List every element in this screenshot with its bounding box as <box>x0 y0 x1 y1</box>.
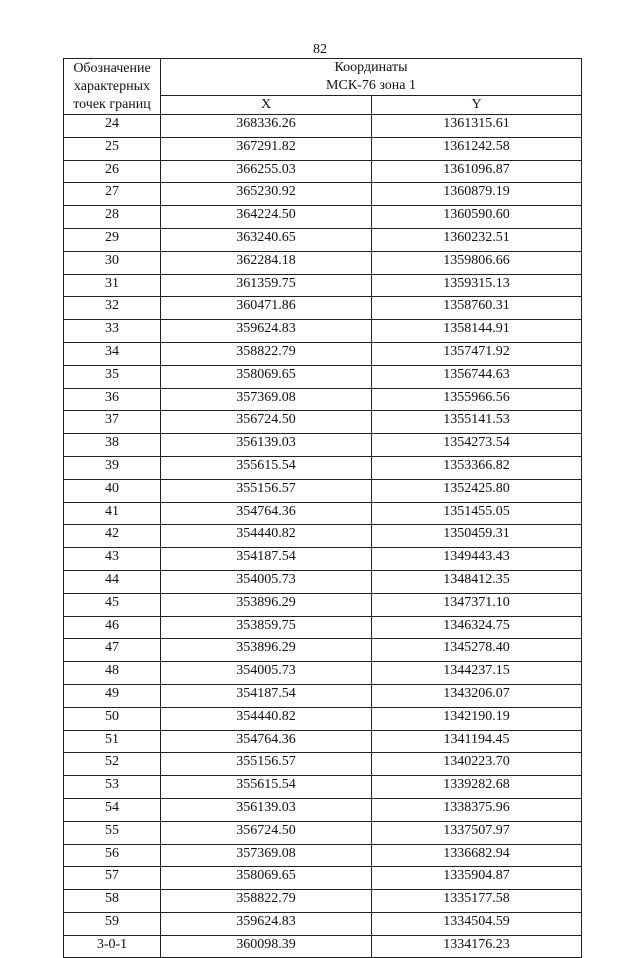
y-cell: 1356744.63 <box>372 365 582 388</box>
table-row <box>64 342 582 365</box>
y-cell: 1341194.45 <box>372 730 582 753</box>
point-cell: 3-0-1 <box>64 935 161 958</box>
y-cell: 1359315.13 <box>372 274 582 297</box>
y-cell: 1351455.05 <box>372 502 582 525</box>
point-cell: 59 <box>64 912 161 935</box>
x-cell: 361359.75 <box>161 274 372 297</box>
y-cell: 1361315.61 <box>372 115 582 138</box>
point-cell: 36 <box>64 388 161 411</box>
y-cell: 1348412.35 <box>372 570 582 593</box>
x-cell: 364224.50 <box>161 206 372 229</box>
table-row <box>64 570 582 593</box>
point-cell: 44 <box>64 570 161 593</box>
x-cell: 356724.50 <box>161 821 372 844</box>
x-cell: 363240.65 <box>161 228 372 251</box>
y-cell: 1350459.31 <box>372 525 582 548</box>
y-cell: 1345278.40 <box>372 639 582 662</box>
y-cell: 1354273.54 <box>372 434 582 457</box>
x-cell: 354440.82 <box>161 707 372 730</box>
point-cell: 43 <box>64 548 161 571</box>
table-row <box>64 776 582 799</box>
table-row <box>64 228 582 251</box>
point-cell: 54 <box>64 798 161 821</box>
point-cell: 37 <box>64 411 161 434</box>
table-row <box>64 912 582 935</box>
table-row <box>64 251 582 274</box>
y-cell: 1338375.96 <box>372 798 582 821</box>
point-column-header: Обозначение характерных точек границ <box>64 59 161 115</box>
point-cell: 30 <box>64 251 161 274</box>
x-cell: 354440.82 <box>161 525 372 548</box>
x-cell: 354764.36 <box>161 730 372 753</box>
point-cell: 26 <box>64 160 161 183</box>
x-cell: 354187.54 <box>161 684 372 707</box>
y-cell: 1349443.43 <box>372 548 582 571</box>
y-cell: 1337507.97 <box>372 821 582 844</box>
x-cell: 356724.50 <box>161 411 372 434</box>
point-cell: 40 <box>64 479 161 502</box>
point-cell: 27 <box>64 183 161 206</box>
point-cell: 39 <box>64 456 161 479</box>
x-cell: 353896.29 <box>161 639 372 662</box>
y-cell: 1355966.56 <box>372 388 582 411</box>
y-cell: 1336682.94 <box>372 844 582 867</box>
point-cell: 51 <box>64 730 161 753</box>
x-cell: 353859.75 <box>161 616 372 639</box>
x-cell: 355156.57 <box>161 753 372 776</box>
point-cell: 46 <box>64 616 161 639</box>
point-cell: 24 <box>64 115 161 138</box>
x-cell: 356139.03 <box>161 798 372 821</box>
x-cell: 356139.03 <box>161 434 372 457</box>
x-cell: 362284.18 <box>161 251 372 274</box>
point-cell: 55 <box>64 821 161 844</box>
table-row <box>64 434 582 457</box>
y-cell: 1361242.58 <box>372 137 582 160</box>
table-header <box>64 59 582 115</box>
y-cell: 1353366.82 <box>372 456 582 479</box>
x-cell: 367291.82 <box>161 137 372 160</box>
x-cell: 358822.79 <box>161 342 372 365</box>
coordinates-title-line1: Координаты <box>334 60 408 75</box>
point-cell: 57 <box>64 867 161 890</box>
table-row <box>64 639 582 662</box>
y-cell: 1352425.80 <box>372 479 582 502</box>
y-cell: 1347371.10 <box>372 593 582 616</box>
point-cell: 58 <box>64 890 161 913</box>
y-column-header: Y <box>372 96 582 115</box>
point-cell: 38 <box>64 434 161 457</box>
point-cell: 28 <box>64 206 161 229</box>
point-cell: 50 <box>64 707 161 730</box>
x-cell: 360471.86 <box>161 297 372 320</box>
table-body <box>64 115 582 958</box>
table-row <box>64 730 582 753</box>
table-row <box>64 684 582 707</box>
x-cell: 368336.26 <box>161 115 372 138</box>
point-cell: 49 <box>64 684 161 707</box>
table-row <box>64 274 582 297</box>
y-cell: 1355141.53 <box>372 411 582 434</box>
x-column-header: X <box>161 96 372 115</box>
y-cell: 1340223.70 <box>372 753 582 776</box>
x-cell: 355156.57 <box>161 479 372 502</box>
page-number: 82 <box>313 42 327 57</box>
y-cell: 1335177.58 <box>372 890 582 913</box>
x-cell: 354764.36 <box>161 502 372 525</box>
table-row <box>64 365 582 388</box>
x-cell: 360098.39 <box>161 935 372 958</box>
coordinates-title <box>161 59 582 96</box>
table-row <box>64 502 582 525</box>
table-row <box>64 662 582 685</box>
table-row <box>64 115 582 138</box>
x-cell: 358069.65 <box>161 365 372 388</box>
x-cell: 355615.54 <box>161 456 372 479</box>
y-cell: 1361096.87 <box>372 160 582 183</box>
x-cell: 366255.03 <box>161 160 372 183</box>
y-cell: 1334504.59 <box>372 912 582 935</box>
x-cell: 357369.08 <box>161 844 372 867</box>
y-cell: 1360232.51 <box>372 228 582 251</box>
table-row <box>64 935 582 958</box>
table-row <box>64 844 582 867</box>
table-row <box>64 479 582 502</box>
y-cell: 1335904.87 <box>372 867 582 890</box>
table-row <box>64 548 582 571</box>
x-cell: 354187.54 <box>161 548 372 571</box>
y-cell: 1360879.19 <box>372 183 582 206</box>
point-cell: 47 <box>64 639 161 662</box>
y-cell: 1346324.75 <box>372 616 582 639</box>
point-cell: 53 <box>64 776 161 799</box>
x-cell: 359624.83 <box>161 320 372 343</box>
y-cell: 1360590.60 <box>372 206 582 229</box>
y-cell: 1357471.92 <box>372 342 582 365</box>
x-cell: 359624.83 <box>161 912 372 935</box>
y-cell: 1358760.31 <box>372 297 582 320</box>
y-cell: 1339282.68 <box>372 776 582 799</box>
x-cell: 354005.73 <box>161 570 372 593</box>
table-row <box>64 160 582 183</box>
table-row <box>64 593 582 616</box>
point-cell: 34 <box>64 342 161 365</box>
x-cell: 365230.92 <box>161 183 372 206</box>
table-row <box>64 183 582 206</box>
table-row <box>64 456 582 479</box>
y-cell: 1359806.66 <box>372 251 582 274</box>
point-cell: 56 <box>64 844 161 867</box>
x-cell: 354005.73 <box>161 662 372 685</box>
x-cell: 355615.54 <box>161 776 372 799</box>
table-row <box>64 525 582 548</box>
table-row <box>64 798 582 821</box>
point-cell: 45 <box>64 593 161 616</box>
point-cell: 52 <box>64 753 161 776</box>
table-row <box>64 707 582 730</box>
point-cell: 42 <box>64 525 161 548</box>
point-cell: 48 <box>64 662 161 685</box>
table-row <box>64 890 582 913</box>
x-cell: 357369.08 <box>161 388 372 411</box>
point-cell: 35 <box>64 365 161 388</box>
table-row <box>64 137 582 160</box>
coordinates-table <box>63 58 582 958</box>
point-cell: 41 <box>64 502 161 525</box>
y-cell: 1358144.91 <box>372 320 582 343</box>
y-cell: 1342190.19 <box>372 707 582 730</box>
table-row <box>64 297 582 320</box>
x-cell: 358822.79 <box>161 890 372 913</box>
table-row <box>64 206 582 229</box>
point-cell: 33 <box>64 320 161 343</box>
y-cell: 1343206.07 <box>372 684 582 707</box>
table-row <box>64 753 582 776</box>
table-row <box>64 320 582 343</box>
table-row <box>64 411 582 434</box>
coordinates-title-line2: МСК-76 зона 1 <box>326 78 416 93</box>
table-row <box>64 616 582 639</box>
table-row <box>64 388 582 411</box>
point-cell: 32 <box>64 297 161 320</box>
table-row <box>64 867 582 890</box>
x-cell: 358069.65 <box>161 867 372 890</box>
x-cell: 353896.29 <box>161 593 372 616</box>
point-cell: 29 <box>64 228 161 251</box>
y-cell: 1344237.15 <box>372 662 582 685</box>
y-cell: 1334176.23 <box>372 935 582 958</box>
table-row <box>64 821 582 844</box>
point-cell: 25 <box>64 137 161 160</box>
point-cell: 31 <box>64 274 161 297</box>
